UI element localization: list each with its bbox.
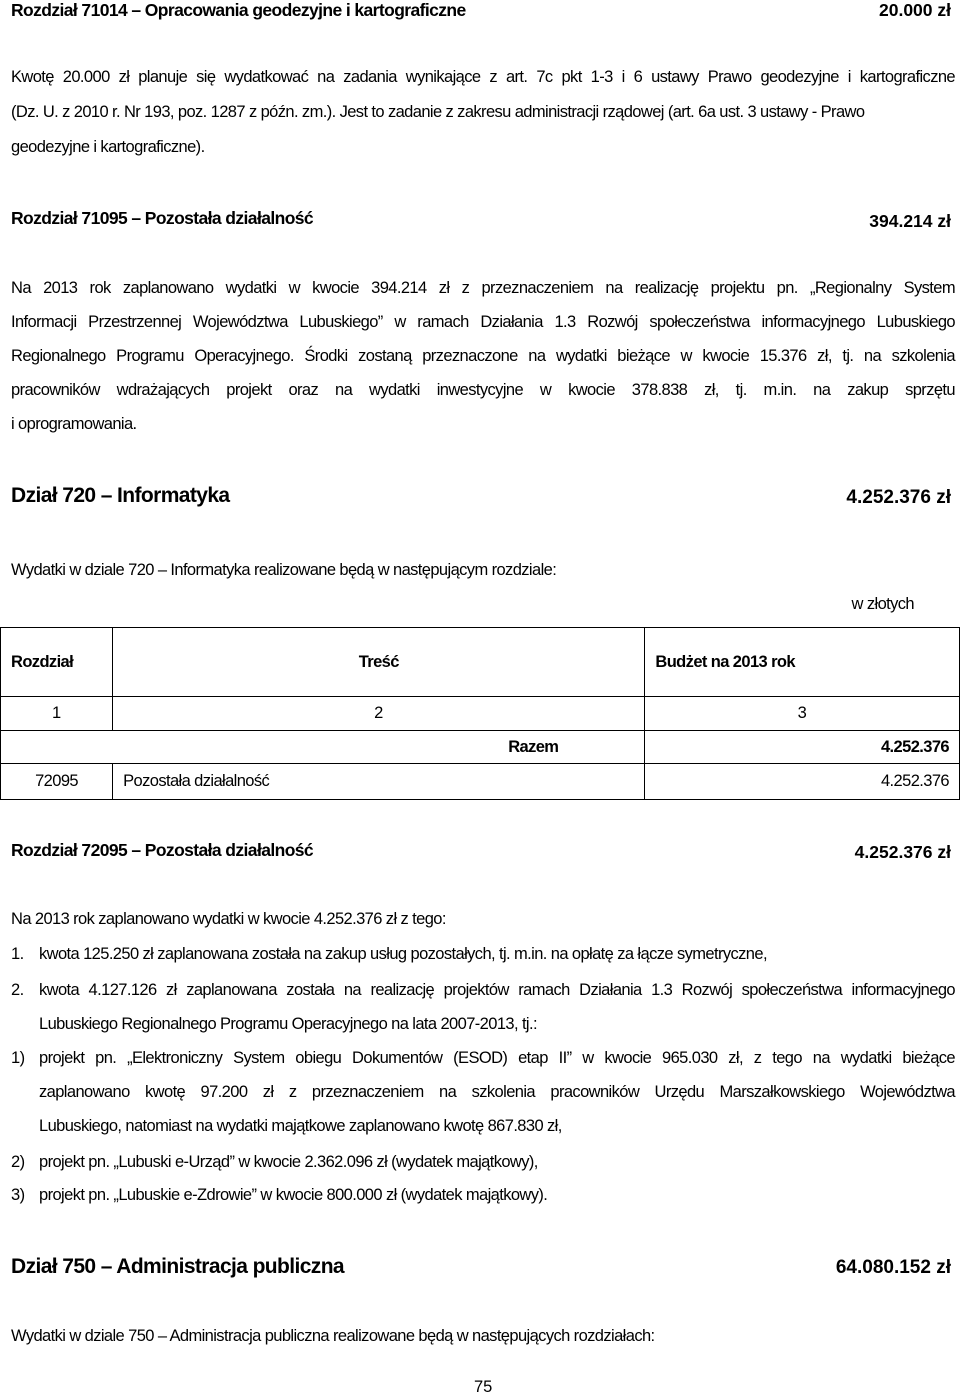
unit-label: w złotych [851, 595, 914, 613]
list-item-number: 1. [11, 945, 24, 963]
section-heading-71095: Rozdział 71095 – Pozostała działalność [11, 208, 314, 228]
section-heading-72095: Rozdział 72095 – Pozostała działalność [11, 840, 314, 860]
section-intro: Na 2013 rok zaplanowano wydatki w kwocie 4.252.376 zł z tego: [11, 910, 446, 928]
section-amount-71014: 20.000 zł [879, 0, 951, 20]
header-chapter: Rozdział [1, 628, 113, 697]
project-number: 1) [11, 1049, 25, 1067]
row-description: Pozostała działalność [113, 764, 645, 800]
budget-table [0, 627, 960, 800]
row-chapter: 72095 [1, 764, 113, 800]
table-row [1, 764, 960, 800]
col-number: 3 [645, 697, 960, 731]
paragraph-line: i oprogramowania. [11, 415, 137, 433]
paragraph-line: Na 2013 rok zaplanowano wydatki w kwocie 394.214 zł z przeznaczeniem na realizację projektu pn. „Regionalny System [11, 279, 955, 297]
project-text: projekt pn. „Elektroniczny System obiegu Dokumentów (ESOD) etap II” w kwocie 965.030 zł, z tego na wydatki bieżące [39, 1049, 955, 1067]
division-amount-750: 64.080.152 zł [835, 1257, 951, 1278]
list-item-text: kwota 4.127.126 zł zaplanowana została na realizację projektów ramach Działania 1.3 Rozwój społeczeństwa informacyjnego [39, 981, 955, 999]
division-intro: Wydatki w dziale 750 – Administracja publiczna realizowane będą w następujących rozdziałach: [11, 1327, 655, 1345]
row-budget: 4.252.376 [645, 764, 960, 800]
project-text: projekt pn. „Lubuskie e-Zdrowie” w kwocie 800.000 zł (wydatek majątkowy). [39, 1186, 548, 1204]
paragraph-line: Regionalnego Programu Operacyjnego. Środki zostaną przeznaczone na wydatki bieżące w kwocie 15.376 zł, tj. na szkolenia [11, 347, 955, 365]
list-item-text: kwota 125.250 zł zaplanowana została na zakup usług pozostałych, tj. m.in. na opłatę za łącze symetryczne, [39, 945, 767, 963]
section-heading-71014: Rozdział 71014 – Opracowania geodezyjne i kartograficzne [11, 0, 466, 20]
paragraph-line: Informacji Przestrzennej Województwa Lubuskiego” w ramach Działania 1.3 Rozwój społeczeństwa informacyjnego Lubuskiego [11, 313, 955, 331]
total-label: Razem [1, 731, 645, 764]
project-text: zaplanowano kwotę 97.200 zł z przeznaczeniem na szkolenia pracowników Urzędu Marszałkowskiego Województwa [39, 1083, 955, 1101]
table-header-row [1, 628, 960, 697]
col-number: 2 [113, 697, 645, 731]
paragraph-line: (Dz. U. z 2010 r. Nr 193, poz. 1287 z późn. zm.). Jest to zadanie z zakresu administracji rządowej (art. 6a ust. 3 ustawy - Prawo [11, 103, 865, 121]
header-description: Treść [113, 628, 645, 697]
col-number: 1 [1, 697, 113, 731]
total-value: 4.252.376 [645, 731, 960, 764]
project-text: projekt pn. „Lubuski e-Urząd” w kwocie 2.362.096 zł (wydatek majątkowy), [39, 1153, 538, 1171]
project-text: Lubuskiego, natomiast na wydatki majątkowe zaplanowano kwotę 867.830 zł, [39, 1117, 562, 1135]
table-number-row [1, 697, 960, 731]
division-heading-720: Dział 720 – Informatyka [11, 484, 230, 507]
division-amount-720: 4.252.376 zł [846, 487, 951, 508]
section-amount-72095: 4.252.376 zł [854, 842, 951, 862]
paragraph-line: Kwotę 20.000 zł planuje się wydatkować na zadania wynikające z art. 7c pkt 1-3 i 6 ustawy Prawo geodezyjne i kartograficzne [11, 68, 955, 86]
division-intro: Wydatki w dziale 720 – Informatyka realizowane będą w następującym rozdziale: [11, 561, 557, 579]
list-item-text: Lubuskiego Regionalnego Programu Operacyjnego na lata 2007-2013, tj.: [39, 1015, 537, 1033]
paragraph-line: pracowników wdrażających projekt oraz na wydatki inwestycyjne w kwocie 378.838 zł, tj. m.in. na zakup sprzętu [11, 381, 955, 399]
table-total-row [1, 731, 960, 764]
header-budget: Budżet na 2013 rok [645, 628, 960, 697]
section-amount-71095: 394.214 zł [869, 211, 951, 231]
division-heading-750: Dział 750 – Administracja publiczna [11, 1255, 345, 1278]
project-number: 2) [11, 1153, 25, 1171]
paragraph-line: geodezyjne i kartograficzne). [11, 138, 205, 156]
list-item-number: 2. [11, 981, 24, 999]
page-number: 75 [474, 1378, 493, 1396]
project-number: 3) [11, 1186, 25, 1204]
